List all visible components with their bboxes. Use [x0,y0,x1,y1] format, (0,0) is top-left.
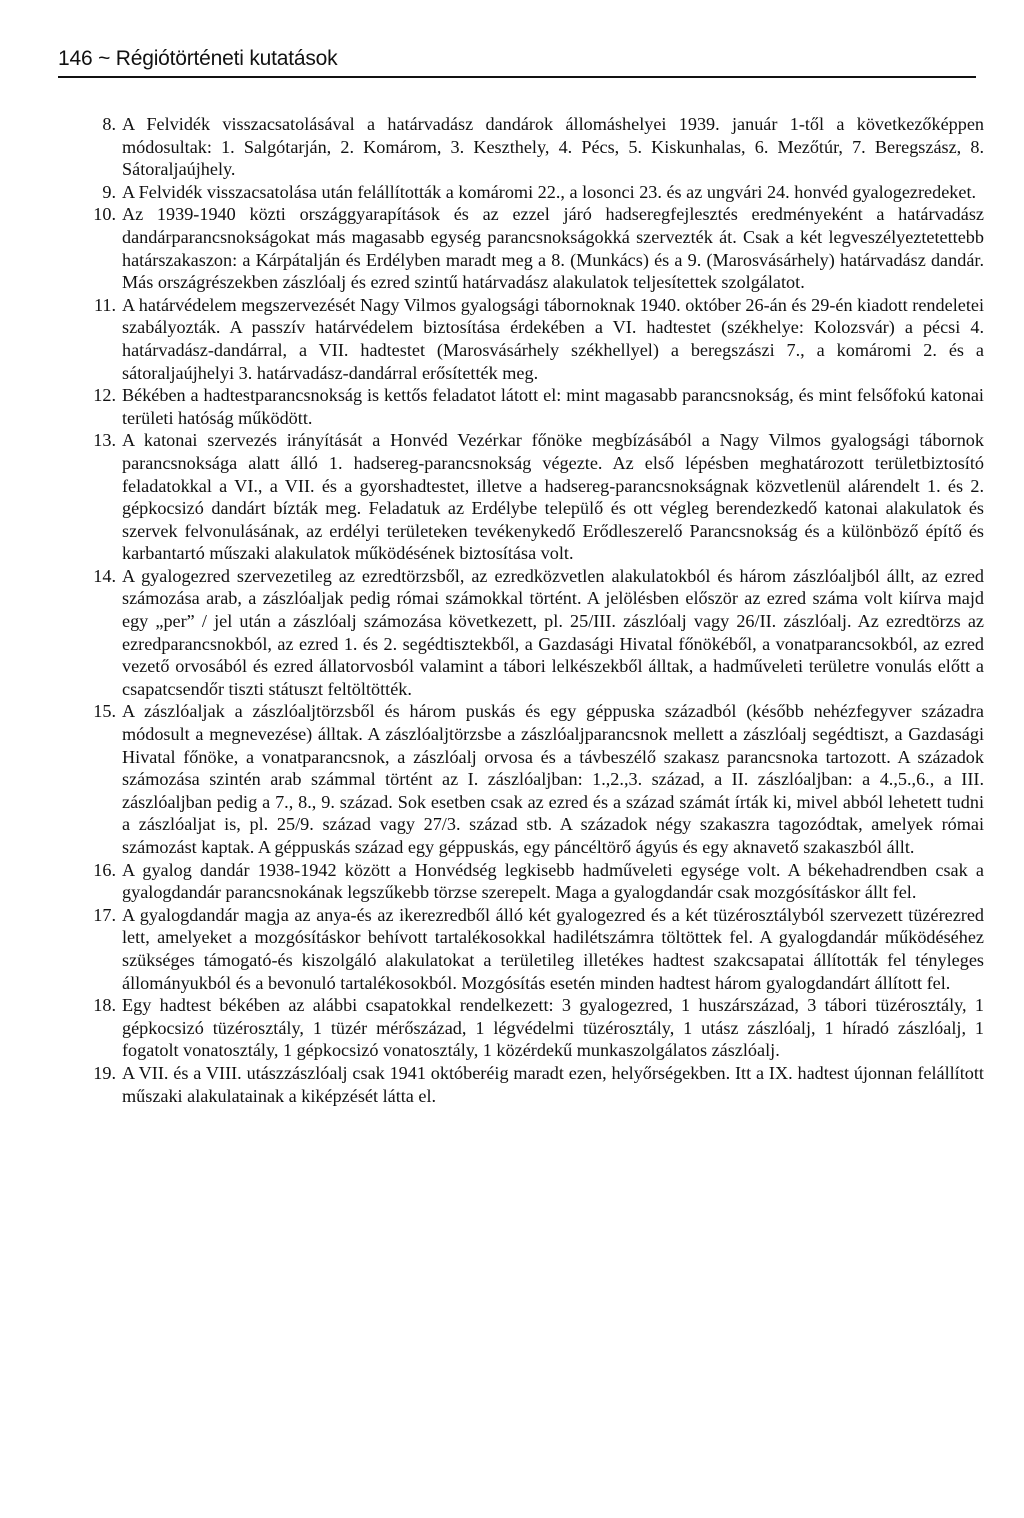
running-head-text: 146 ~ Régiótörténeti kutatások [58,47,338,70]
endnote-text: A határvédelem megszervezését Nagy Vilmos gyalogsági tábornoknak 1940. október 26-án és 29-én kiadott rendeletei szabályozták. A passzív határvédelem biztosítása érdekében a VI. hadtestet (székhelye: Kolozsvár) a pécsi 4. határvadász-dandárral, a VII. hadtestet (Marosvásárhely székhellyel) a beregszászi 7., a komáromi 2. és a sátoraljaújhelyi 3. határvadász-dandárral erősítették meg. [122,294,984,383]
endnote-number: 17. [93,904,116,925]
endnote-13 [72,429,984,565]
endnote-number: 19. [93,1062,116,1083]
endnote-17 [72,904,984,994]
endnote-number: 14. [93,565,116,586]
endnote-number: 10. [93,204,116,225]
endnote-text: A gyalogezred szervezetileg az ezredtörzsből, az ezredközvetlen alakulatokból és három zászlóaljból állt, az ezred számozása arab, a zászlóaljak pedig római számokkal történt. A jelölésben először az ezred száma volt kiírva majd egy „per” / jel után a zászlóalj számozása következett, pl. 25/III. zászlóalj vagy 26/II. zászlóalj. Az ezredtörzs az ezredparancsnokból, az ezred 1. és 2. segédtisztekből, a Gazdasági Hivatal főnökéből, a vonatparancsokból, az ezred vezető orvosából és ezred állatorvosból valamint a tábori lelkészekből álltak, a hadműveleti területre vonulás előtt a csapatcsendőr tiszti státuszt feltöltötték. [122,565,984,699]
endnote-10 [72,203,984,293]
endnote-text: A gyalogdandár magja az anya-és az ikerezredből álló két gyalogezred és a két tüzérosztályból szervezett tüzérezred lett, amelyeket a mozgósításkor behívott tartalékosokkal hadilétszámra töltöttek fel. A gyalogdandár működéséhez szükséges támogató-és kiszolgáló alakulatokat a területileg illetékes hadtest szakcsapatai állították fel tényleges állományukból és a bevonuló tartalékosokból. Mozgósítás esetén minden hadtest három gyalogdandárt állított fel. [122,904,984,993]
endnote-number: 12. [93,385,116,406]
endnote-number: 18. [93,995,116,1016]
endnote-number: 11. [93,294,116,315]
endnote-15 [72,700,984,858]
endnote-11 [72,294,984,384]
endnote-text: Békében a hadtestparancsnokság is kettős feladatot látott el: mint magasabb parancsnokság, és mint felsőfokú katonai területi hatóság működött. [122,385,984,428]
endnote-text: A VII. és a VIII. utászzászlóalj csak 1941 októberéig maradt ezen, helyőrségekben. Itt a IX. hadtest újonnan felállított műszaki alakulatainak a kiképzését látta el. [122,1062,984,1106]
endnote-16 [72,859,984,904]
endnote-8 [72,113,984,181]
endnotes-list [72,113,984,1107]
endnote-text: A gyalog dandár 1938-1942 között a Honvédség legkisebb hadműveleti egysége volt. A békehadrendben csak a gyalogdandár parancsnokának legszűkebb törzse szerepelt. Maga a gyalogdandár csak mozgósításkor állt fel. [122,859,984,903]
endnote-14 [72,565,984,701]
endnote-text: Az 1939-1940 közti országgyarapítások és az ezzel járó hadseregfejlesztés eredményeként a határvadász dandárparancsnokságokat más magasabb egység parancsnokságokká szervezték át. Csak a két legveszélyeztetettebb határszakaszon: a Kárpátalján és Erdélyben maradt meg a 8. (Munkács) és a 9. (Marosvásárhely) határvadász dandár. Más országrészekben zászlóalj és ezred szintű határvadász alakulatok teljesítettek szolgálatot. [122,204,984,293]
endnote-number: 16. [93,859,116,880]
endnote-text: A zászlóaljak a zászlóaljtörzsből és három puskás és egy géppuska századból (később nehézfegyver századra módosult a megnevezése) álltak. A zászlóaljtörzsbe a zászlóaljparancsnok mellett a zászlóalj segédtiszt, a Gazdasági Hivatal főnöke, a vonatparancsnok, a zászlóalj orvosa és a távbeszélő szakasz parancsnoka tartozott. A századok számozása szintén arab számmal történt az I. zászlóaljban: 1.,2.,3. század, a II. zászlóaljban: a 4.,5.,6., a III. zászlóaljban pedig a 7., 8., 9. század. Sok esetben csak az ezred és a század számát írták ki, mivel abból lehetett tudni a zászlóaljat is, pl. 25/9. század vagy 27/3. század stb. A századok négy szakaszra tagozódtak, amelyek római számozást kaptak. A géppuskás század egy géppuskás, egy páncéltörő ágyús és egy aknavető szakaszból állt. [122,701,984,857]
endnote-text: A katonai szervezés irányítását a Honvéd Vezérkar főnöke megbízásából a Nagy Vilmos gyalogsági tábornok parancsnoksága alatt álló 1. hadsereg-parancsnokság végezte. Az első lépésben meghatározott területbiztosító feladatokkal a VI., a VII. és a gyorshadtestet, illetve a hadsereg-parancsnokságnak közvetlenül alárendelt 1. és 2. gépkocsizó dandárt bízták meg. Feladatuk az Erdélybe települő és ott végleg berendezkedő katonai alakulatok és szervek felvonulásának, az erdélyi területeken tevékenykedő Erődleszerelő Parancsnokság és a különböző építő és karbantartó műszaki alakulatok működésének biztosítása volt. [122,430,984,564]
endnote-text: A Felvidék visszacsatolása után felállították a komáromi 22., a losonci 23. és az ungvári 24. honvéd gyalogezredeket. [122,181,977,202]
endnote-text: Egy hadtest békében az alábbi csapatokkal rendelkezett: 3 gyalogezred, 1 huszárszázad, 3 tábori tüzérosztály, 1 gépkocsizó tüzérosztály, 1 tüzér mérőszázad, 1 légvédelmi tüzérosztály, 1 utász zászlóalj, 1 híradó zászlóalj, 1 fogatolt vonatosztály, 1 gépkocsizó vonatosztály, 1 közérdekű munkaszolgálatos zászlóalj. [122,995,984,1061]
endnote-number: 8. [102,114,116,134]
running-head [58,44,976,78]
endnote-number: 13. [93,430,116,451]
endnote-number: 9. [102,181,116,202]
endnote-9 [72,181,984,204]
endnote-text: A Felvidék visszacsatolásával a határvadász dandárok állomáshelyei 1939. január 1-től a következőképpen módosultak: 1. Salgótarján, 2. Komárom, 3. Keszthely, 4. Pécs, 5. Kiskunhalas, 6. Mezőtúr, 7. Beregszász, 8. Sátoraljaújhely. [122,114,984,180]
endnote-12 [72,384,984,429]
endnote-18 [72,994,984,1062]
endnote-number: 15. [93,701,116,722]
endnote-19 [72,1062,984,1107]
